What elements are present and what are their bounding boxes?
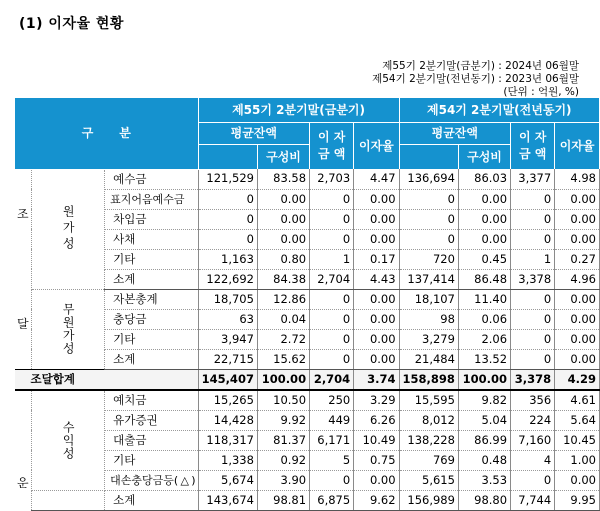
cell: 0.45 bbox=[458, 249, 510, 269]
cell: 1 bbox=[511, 249, 555, 269]
cell: 98 bbox=[399, 309, 458, 329]
cell: 0.00 bbox=[257, 189, 309, 209]
cell: 0.00 bbox=[555, 309, 600, 329]
cell: 1.00 bbox=[555, 450, 600, 470]
cell: 2,704 bbox=[310, 269, 354, 289]
unit-note: (단위 : 억원, %) bbox=[503, 86, 579, 98]
cell: 0 bbox=[511, 209, 555, 229]
cell: 21,484 bbox=[399, 349, 458, 369]
cell: 0.48 bbox=[458, 450, 510, 470]
current-period-note: 제55기 2분기말(금분기) : 2024년 06월말 bbox=[382, 60, 579, 72]
cell: 3.29 bbox=[354, 390, 399, 411]
cell: 15,595 bbox=[399, 390, 458, 411]
header-interest-amount-prior: 이 자 금 액 bbox=[511, 123, 555, 170]
cell: 1,338 bbox=[198, 450, 257, 470]
cell: 0.00 bbox=[354, 229, 399, 249]
table-row-total bbox=[15, 369, 600, 390]
cell: 0.00 bbox=[555, 289, 600, 309]
cell: 98.80 bbox=[458, 490, 510, 510]
cell: 0.00 bbox=[555, 209, 600, 229]
cell: 0 bbox=[399, 209, 458, 229]
cell: 6,171 bbox=[310, 430, 354, 450]
cell: 98.81 bbox=[257, 490, 309, 510]
subcategory-wonga: 원가성 bbox=[32, 169, 105, 289]
cell: 9.82 bbox=[458, 390, 510, 411]
category-jo-dal: 조 달 bbox=[15, 169, 32, 369]
cell: 7,160 bbox=[511, 430, 555, 450]
cell: 14,428 bbox=[198, 410, 257, 430]
cell: 3.74 bbox=[354, 369, 399, 390]
cell: 0.00 bbox=[555, 329, 600, 349]
cell: 10.45 bbox=[555, 430, 600, 450]
cell: 3.90 bbox=[257, 470, 309, 490]
cell: 4.61 bbox=[555, 390, 600, 411]
cell: 0 bbox=[511, 189, 555, 209]
cell: 4.96 bbox=[555, 269, 600, 289]
header-composition-prior: 구성비 bbox=[458, 145, 510, 170]
cell: 0 bbox=[198, 229, 257, 249]
subcategory-blank bbox=[32, 490, 105, 510]
cell: 2,704 bbox=[310, 369, 354, 390]
cell: 7,744 bbox=[511, 490, 555, 510]
cell: 1 bbox=[310, 249, 354, 269]
cell: 0.00 bbox=[458, 209, 510, 229]
cell: 0.75 bbox=[354, 450, 399, 470]
cell: 5.64 bbox=[555, 410, 600, 430]
cell: 356 bbox=[511, 390, 555, 411]
cell: 0.06 bbox=[458, 309, 510, 329]
cell: 100.00 bbox=[458, 369, 510, 390]
row-label: 대출금 bbox=[105, 430, 198, 450]
cell: 156,989 bbox=[399, 490, 458, 510]
header-avg-balance-current: 평균잔액 bbox=[198, 123, 310, 145]
cell: 4.47 bbox=[354, 169, 399, 189]
cell: 5,615 bbox=[399, 470, 458, 490]
cell: 0.00 bbox=[458, 189, 510, 209]
cell: 0 bbox=[198, 189, 257, 209]
cell: 0 bbox=[310, 329, 354, 349]
cell: 11.40 bbox=[458, 289, 510, 309]
cell: 0 bbox=[511, 349, 555, 369]
row-label: 소계 bbox=[105, 269, 198, 289]
cell: 137,414 bbox=[399, 269, 458, 289]
cell: 81.37 bbox=[257, 430, 309, 450]
cell: 0 bbox=[310, 209, 354, 229]
row-label: 예치금 bbox=[105, 390, 198, 411]
cell: 6.26 bbox=[354, 410, 399, 430]
row-label: 기타 bbox=[105, 329, 198, 349]
cell: 5.04 bbox=[458, 410, 510, 430]
cell: 83.58 bbox=[257, 169, 309, 189]
cell: 224 bbox=[511, 410, 555, 430]
cell: 720 bbox=[399, 249, 458, 269]
cell: 84.38 bbox=[257, 269, 309, 289]
cell: 0 bbox=[310, 289, 354, 309]
cell: 63 bbox=[198, 309, 257, 329]
cell: 0.80 bbox=[257, 249, 309, 269]
cell: 0 bbox=[310, 470, 354, 490]
header-composition-current: 구성비 bbox=[257, 145, 309, 170]
cell: 0.00 bbox=[555, 229, 600, 249]
header-gubun: 구분 bbox=[15, 98, 199, 169]
cell: 0.00 bbox=[354, 349, 399, 369]
row-label: 표지어음예수금 bbox=[105, 189, 198, 209]
cell: 0 bbox=[511, 229, 555, 249]
row-label: 자본총계 bbox=[105, 289, 198, 309]
cell: 12.86 bbox=[257, 289, 309, 309]
cell: 18,107 bbox=[399, 289, 458, 309]
cell: 0.00 bbox=[458, 229, 510, 249]
cell: 138,228 bbox=[399, 430, 458, 450]
cell: 118,317 bbox=[198, 430, 257, 450]
cell: 0 bbox=[511, 329, 555, 349]
cell: 100.00 bbox=[257, 369, 309, 390]
row-label: 차입금 bbox=[105, 209, 198, 229]
cell: 4.43 bbox=[354, 269, 399, 289]
cell: 1,163 bbox=[198, 249, 257, 269]
cell: 3,947 bbox=[198, 329, 257, 349]
table-row bbox=[15, 169, 600, 189]
cell: 121,529 bbox=[198, 169, 257, 189]
row-label: 소계 bbox=[105, 490, 198, 510]
header-balance-current-blank bbox=[198, 145, 257, 170]
cell: 3,378 bbox=[511, 269, 555, 289]
header-avg-balance-prior: 평균잔액 bbox=[399, 123, 511, 145]
cell: 4.29 bbox=[555, 369, 600, 390]
cell: 9.95 bbox=[555, 490, 600, 510]
cell: 0.00 bbox=[555, 189, 600, 209]
cell: 0.00 bbox=[354, 189, 399, 209]
cell: 5 bbox=[310, 450, 354, 470]
total-label: 조달합계 bbox=[15, 369, 199, 390]
row-label: 기타 bbox=[105, 249, 198, 269]
cell: 0 bbox=[399, 229, 458, 249]
cell: 0 bbox=[511, 289, 555, 309]
row-label: 예수금 bbox=[105, 169, 198, 189]
row-label: 기타 bbox=[105, 450, 198, 470]
cell: 22,715 bbox=[198, 349, 257, 369]
subcategory-suik: 수익성 bbox=[32, 390, 105, 491]
cell: 0.00 bbox=[354, 289, 399, 309]
cell: 0 bbox=[310, 349, 354, 369]
row-label: 충당금 bbox=[105, 309, 198, 329]
cell: 2.06 bbox=[458, 329, 510, 349]
cell: 4 bbox=[511, 450, 555, 470]
header-interest-rate-current: 이자율 bbox=[354, 123, 399, 170]
row-label: 소계 bbox=[105, 349, 198, 369]
cell: 15,265 bbox=[198, 390, 257, 411]
header-period-prior: 제54기 2분기말(전년동기) bbox=[399, 98, 599, 123]
header-period-current: 제55기 2분기말(금분기) bbox=[198, 98, 399, 123]
cell: 0 bbox=[310, 189, 354, 209]
cell: 145,407 bbox=[198, 369, 257, 390]
cell: 5,674 bbox=[198, 470, 257, 490]
table-row-subtotal bbox=[15, 490, 600, 510]
cell: 3,377 bbox=[511, 169, 555, 189]
cell: 4.98 bbox=[555, 169, 600, 189]
cell: 143,674 bbox=[198, 490, 257, 510]
cell: 0 bbox=[511, 470, 555, 490]
cell: 8,012 bbox=[399, 410, 458, 430]
cell: 0.00 bbox=[555, 349, 600, 369]
cell: 158,898 bbox=[399, 369, 458, 390]
cell: 0.92 bbox=[257, 450, 309, 470]
cell: 250 bbox=[310, 390, 354, 411]
cell: 449 bbox=[310, 410, 354, 430]
table-row bbox=[15, 390, 600, 411]
cell: 9.62 bbox=[354, 490, 399, 510]
row-label: 유가증권 bbox=[105, 410, 198, 430]
cell: 3,378 bbox=[511, 369, 555, 390]
cell: 122,692 bbox=[198, 269, 257, 289]
cell: 86.03 bbox=[458, 169, 510, 189]
cell: 0.00 bbox=[354, 470, 399, 490]
cell: 0.17 bbox=[354, 249, 399, 269]
cell: 3,279 bbox=[399, 329, 458, 349]
cell: 769 bbox=[399, 450, 458, 470]
cell: 0.04 bbox=[257, 309, 309, 329]
cell: 86.99 bbox=[458, 430, 510, 450]
cell: 0 bbox=[198, 209, 257, 229]
row-label: 대손충당금등(△) bbox=[105, 470, 198, 490]
cell: 18,705 bbox=[198, 289, 257, 309]
cell: 136,694 bbox=[399, 169, 458, 189]
header-balance-prior-blank bbox=[399, 145, 458, 170]
subcategory-muwonga: 무원가성 bbox=[32, 289, 105, 369]
report-meta bbox=[372, 60, 579, 99]
cell: 0 bbox=[399, 189, 458, 209]
cell: 6,875 bbox=[310, 490, 354, 510]
cell: 3.53 bbox=[458, 470, 510, 490]
cell: 9.92 bbox=[257, 410, 309, 430]
interest-rate-table bbox=[14, 98, 600, 511]
row-label: 사채 bbox=[105, 229, 198, 249]
cell: 86.48 bbox=[458, 269, 510, 289]
cell: 0.27 bbox=[555, 249, 600, 269]
cell: 2,703 bbox=[310, 169, 354, 189]
cell: 13.52 bbox=[458, 349, 510, 369]
prior-period-note: 제54기 2분기말(전년동기) : 2023년 06월말 bbox=[372, 73, 579, 85]
category-un: 운 bbox=[15, 390, 32, 511]
header-interest-amount-current: 이 자 금 액 bbox=[310, 123, 354, 170]
cell: 0 bbox=[310, 229, 354, 249]
cell: 0 bbox=[511, 309, 555, 329]
cell: 0.00 bbox=[257, 229, 309, 249]
cell: 0 bbox=[310, 309, 354, 329]
cell: 0.00 bbox=[257, 209, 309, 229]
cell: 0.00 bbox=[354, 329, 399, 349]
cell: 0.00 bbox=[354, 209, 399, 229]
section-title: (1) 이자율 현황 bbox=[19, 16, 124, 32]
header-interest-rate-prior: 이자율 bbox=[555, 123, 600, 170]
cell: 10.50 bbox=[257, 390, 309, 411]
table-row bbox=[15, 289, 600, 309]
cell: 10.49 bbox=[354, 430, 399, 450]
cell: 0.00 bbox=[555, 470, 600, 490]
cell: 15.62 bbox=[257, 349, 309, 369]
cell: 0.00 bbox=[354, 309, 399, 329]
cell: 2.72 bbox=[257, 329, 309, 349]
